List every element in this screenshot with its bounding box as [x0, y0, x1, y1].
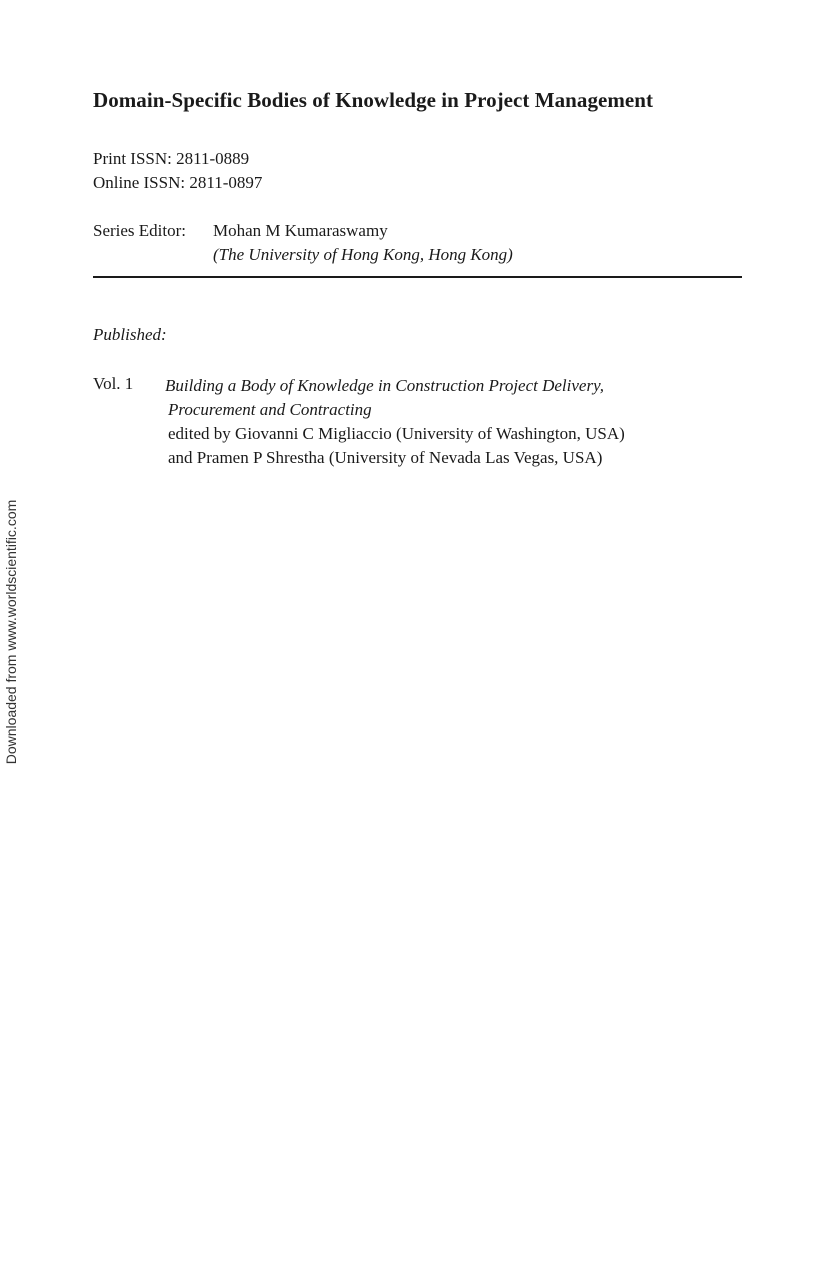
volume-title [165, 374, 725, 422]
volume-title-line: Building a Body of Knowledge in Construction Project Delivery, [165, 376, 604, 395]
volume-editors [168, 422, 625, 470]
volume-title-line: Procurement and Contracting [168, 400, 372, 419]
online-issn: Online ISSN: 2811-0897 [93, 173, 263, 192]
published-label: Published: [93, 325, 167, 344]
print-issn: Print ISSN: 2811-0889 [93, 149, 250, 168]
series-editor-affiliation: (The University of Hong Kong, Hong Kong) [213, 245, 513, 264]
series-title: Domain-Specific Bodies of Knowledge in Project Management [93, 88, 654, 112]
volume-number: Vol. 1 [93, 374, 134, 393]
series-editor-label: Series Editor: [93, 221, 187, 240]
volume-editors-line: and Pramen P Shrestha (University of Nevada Las Vegas, USA) [168, 448, 603, 467]
horizontal-rule [93, 276, 742, 278]
volume-editors-line: edited by Giovanni C Migliaccio (University of Washington, USA) [168, 424, 625, 443]
download-watermark: Downloaded from www.worldscientific.com [3, 499, 19, 765]
series-editor-name: Mohan M Kumaraswamy [213, 221, 388, 240]
